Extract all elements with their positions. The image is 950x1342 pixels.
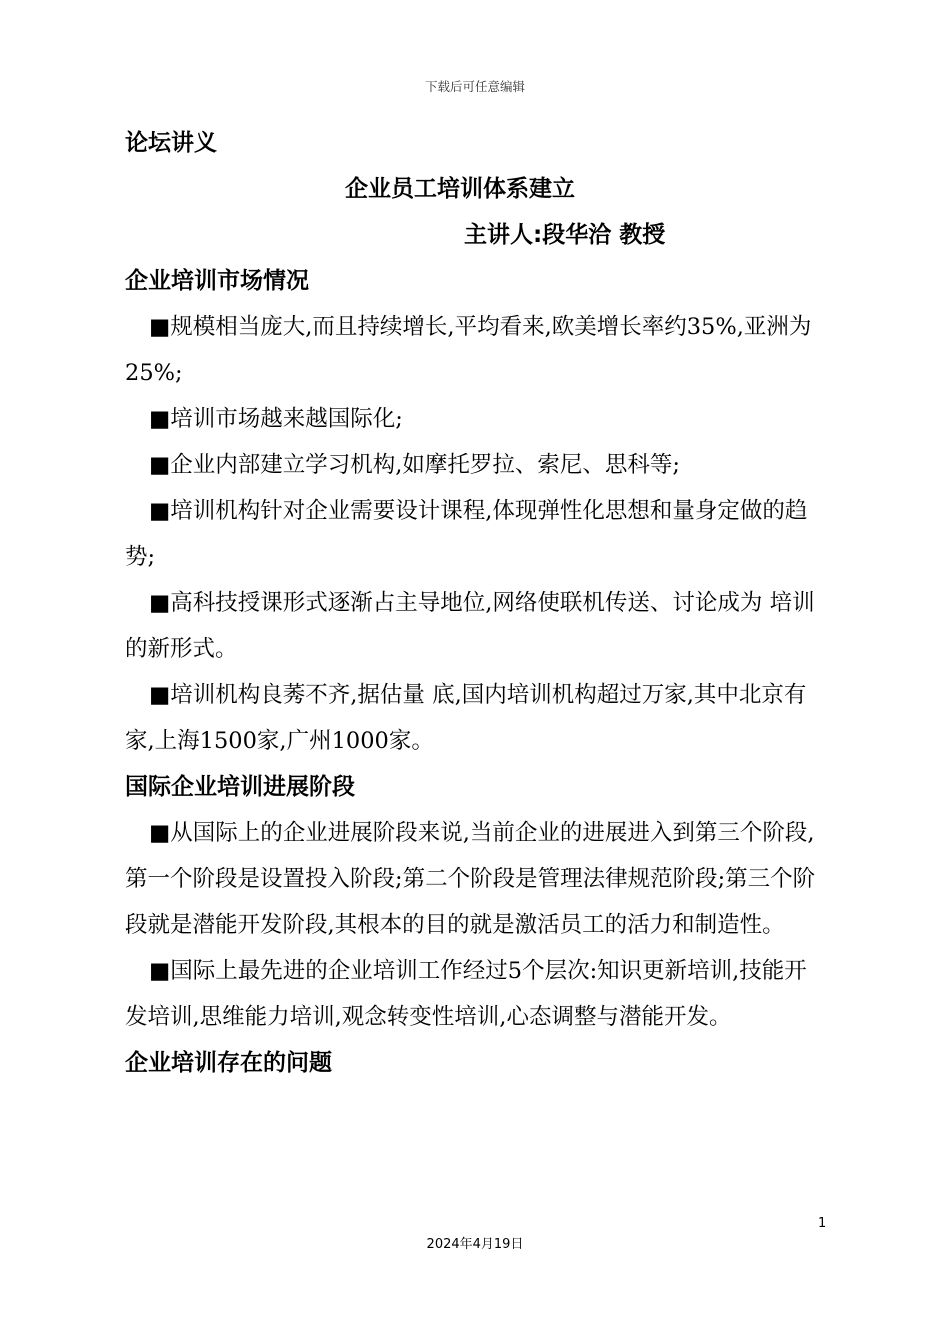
section-heading: 企业培训市场情况 — [125, 268, 309, 294]
bullet-paragraph: ■从国际上的企业进展阶段来说,当前企业的进展进入到第三个阶段,第一个阶段是设置投入阶段;第二个阶段是管理法律规范阶段;第三个阶段就是潜能开发阶段,其根本的目的就是激活员工的活力和制造性。 — [125, 820, 816, 938]
header-note: 下载后可任意编辑 — [424, 79, 525, 94]
bullet-paragraph: ■高科技授课形式逐渐占主导地位,网络使联机传送、讨论成为 培训的新形式。 — [125, 590, 815, 662]
bullet-paragraph: ■企业内部建立学习机构,如摩托罗拉、索尼、思科等; — [149, 452, 680, 478]
bullet-paragraph: ■培训机构针对企业需要设计课程,体现弹性化思想和量身定做的趋势; — [125, 498, 808, 570]
document-speaker: 主讲人:段华洽 教授 — [464, 222, 666, 248]
section-heading: 国际企业培训进展阶段 — [125, 774, 355, 800]
document-label: 论坛讲义 — [125, 130, 217, 156]
page-number: 1 — [818, 1216, 827, 1231]
section-heading: 企业培训存在的问题 — [125, 1050, 332, 1076]
bullet-paragraph: ■培训机构良莠不齐,据估量 底,国内培训机构超过万家,其中北京有 家,上海1500家,广州1000家。 — [125, 682, 807, 754]
bullet-paragraph: ■国际上最先进的企业培训工作经过5个层次:知识更新培训,技能开发培训,思维能力培训,观念转变性培训,心态调整与潜能开发。 — [125, 958, 807, 1030]
document-body — [125, 120, 825, 1086]
bullet-paragraph: ■规模相当庞大,而且持续增长,平均看来,欧美增长率约35%,亚洲为25%; — [125, 314, 812, 386]
footer-date: 2024年4月19日 — [426, 1237, 524, 1252]
bullet-paragraph: ■培训市场越来越国际化; — [149, 406, 403, 432]
document-title: 企业员工培训体系建立 — [345, 176, 575, 202]
